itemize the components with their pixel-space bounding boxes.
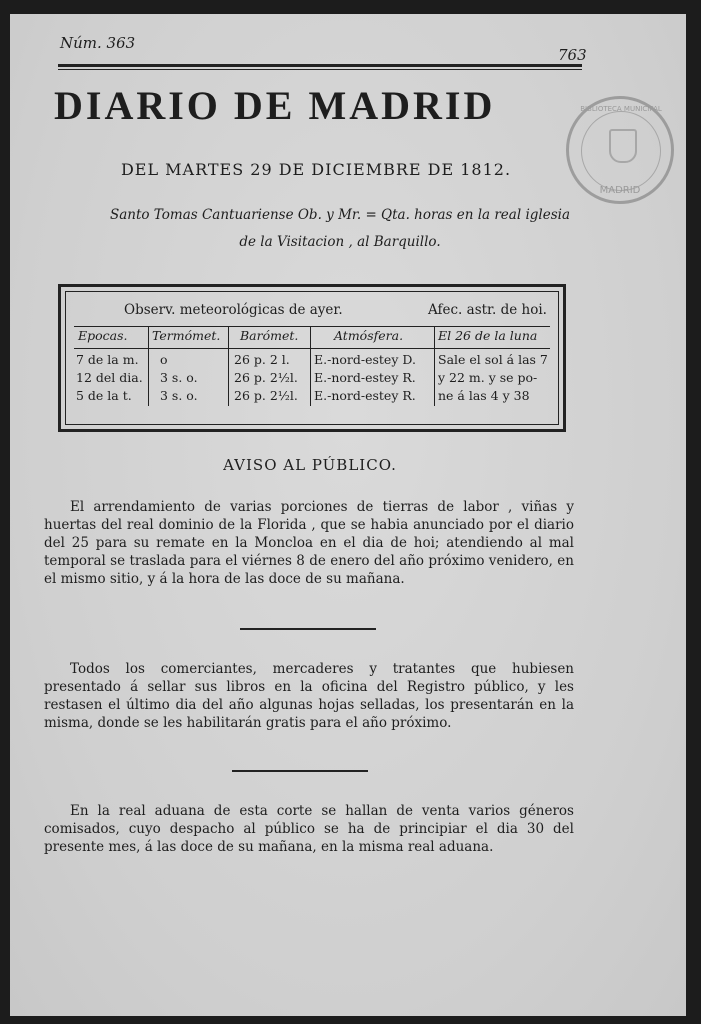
luna-line: ne á las 4 y 38: [438, 388, 530, 403]
saints-line-2: de la Visitacion , al Barquillo.: [239, 234, 441, 250]
luna-line: Sale el sol á las 7: [438, 352, 548, 367]
column-divider: [310, 326, 311, 406]
masthead-title: DIARIO DE MADRID: [54, 83, 496, 128]
section-divider: [240, 628, 376, 630]
row-atmosfera: E.-nord-estey R.: [314, 370, 416, 385]
crest-icon: [609, 129, 637, 163]
library-stamp: [566, 96, 674, 204]
stamp-text-top: BIBLIOTECA MUNICIPAL: [580, 105, 662, 113]
saints-of-the-day: [80, 202, 600, 256]
notice-paragraph-1: [44, 498, 574, 588]
page-number: 763: [558, 46, 587, 64]
weather-column-rule: [74, 348, 550, 349]
notice-paragraph-2: [44, 660, 574, 732]
paragraph-text: El arrendamiento de varias porciones de tierras de labor , viñas y huertas del real dominio de la Florida , que se habia anunciado por el diario del 25 para su remate en la Moncloa en el dia de hoi; atendiendo al mal temporal se traslada para el viérnes 8 de enero del año próximo venidero, en el mismo sitio, y á la hora de las doce de su mañana.: [44, 499, 574, 587]
column-header-luna: El 26 de la luna: [438, 328, 538, 343]
paragraph-text: En la real aduana de esta corte se hallan de venta varios géneros comisados, cuyo despacho al público se ha de principiar el dia 30 del presente mes, á las doce de su mañana, en la misma real aduana.: [44, 803, 574, 855]
header-rule-thin: [58, 69, 582, 70]
column-header-barometro: Barómet.: [240, 328, 299, 343]
saints-line-1: Santo Tomas Cantuariense Ob. y Mr. = Qta. horas en la real iglesia: [109, 207, 571, 223]
row-termometro: 3 s. o.: [160, 388, 198, 403]
column-header-termometro: Termómet.: [152, 328, 221, 343]
row-atmosfera: E.-nord-estey R.: [314, 388, 416, 403]
column-header-atmosfera: Atmósfera.: [334, 328, 404, 343]
newspaper-page: [10, 14, 686, 1016]
row-barometro: 26 p. 2½l.: [234, 388, 298, 403]
weather-heading-right: Afec. astr. de hoi.: [428, 302, 547, 318]
issue-number: Núm. 363: [60, 34, 136, 52]
weather-table: [58, 284, 566, 432]
row-barometro: 26 p. 2 l.: [234, 352, 290, 367]
paragraph-text: Todos los comerciantes, mercaderes y tratantes que hubiesen presentado á sellar sus libros en la oficina del Registro público, y les restasen el último dia del año algunas hojas selladas, los presentarán en la misma, donde se les habilitarán gratis para el año próximo.: [44, 661, 574, 731]
dateline: DEL MARTES 29 DE DICIEMBRE DE 1812.: [120, 160, 512, 179]
stamp-text-bottom: MADRID: [599, 185, 641, 196]
row-barometro: 26 p. 2½l.: [234, 370, 298, 385]
section-divider: [232, 770, 368, 772]
weather-header-rule: [74, 326, 550, 327]
luna-line: y 22 m. y se po-: [438, 370, 538, 385]
row-atmosfera: E.-nord-estey D.: [314, 352, 416, 367]
row-termometro: o: [160, 352, 168, 367]
header-rule-thick: [58, 64, 582, 67]
row-epoca: 7 de la m.: [76, 352, 139, 367]
weather-heading-left: Observ. meteorológicas de ayer.: [124, 302, 343, 318]
row-epoca: 12 del dia.: [76, 370, 143, 385]
column-divider: [434, 326, 435, 406]
row-termometro: 3 s. o.: [160, 370, 198, 385]
row-epoca: 5 de la t.: [76, 388, 132, 403]
column-divider: [148, 326, 149, 406]
notice-paragraph-3: [44, 802, 574, 856]
notice-title: AVISO AL PÚBLICO.: [223, 456, 397, 474]
weather-table-inner: [65, 291, 559, 425]
column-header-epocas: Epocas.: [78, 328, 128, 343]
column-divider: [228, 326, 229, 406]
